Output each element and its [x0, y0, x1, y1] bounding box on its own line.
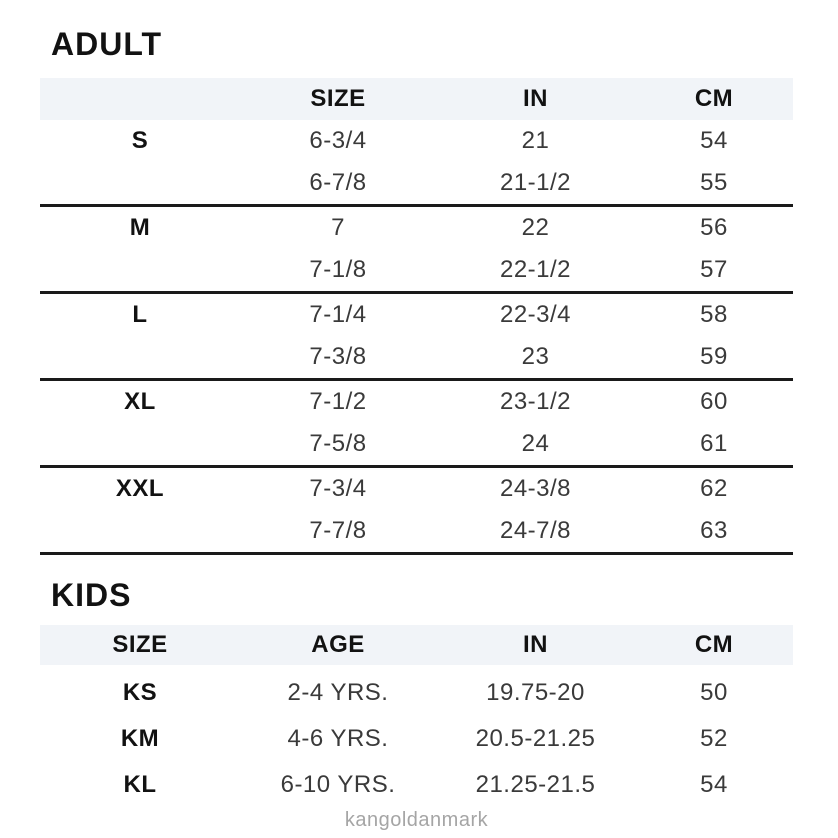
size-cell: 7-3/4 — [309, 475, 367, 502]
adult-size-group-xl — [40, 381, 793, 468]
cm-cell: 54 — [700, 127, 728, 154]
row-label: XL — [124, 388, 156, 415]
in-cell: 20.5-21.25 — [475, 725, 596, 752]
age-cell: 4-6 YRS. — [287, 725, 389, 752]
table-row — [40, 468, 793, 510]
table-row — [40, 423, 793, 465]
kids-header-in: IN — [523, 631, 548, 658]
cm-cell: 52 — [700, 725, 728, 752]
in-cell: 22 — [521, 214, 550, 241]
row-label: KM — [120, 725, 160, 752]
size-cell: 7-1/2 — [309, 388, 367, 415]
size-cell: 6-7/8 — [309, 169, 367, 196]
size-cell: 7-1/4 — [309, 301, 367, 328]
table-row — [40, 381, 793, 423]
in-cell: 24 — [521, 430, 550, 457]
adult-size-group-xxl — [40, 468, 793, 555]
age-cell: 6-10 YRS. — [280, 771, 396, 798]
adult-table-header-row — [40, 78, 793, 120]
table-row — [40, 716, 793, 762]
cm-cell: 60 — [700, 388, 728, 415]
cm-cell: 56 — [700, 214, 728, 241]
size-cell: 7 — [331, 214, 345, 241]
in-cell: 22-3/4 — [499, 301, 572, 328]
kids-size-table — [40, 625, 793, 808]
in-cell: 23 — [521, 343, 550, 370]
adult-header-cm: CM — [694, 85, 734, 112]
adult-size-group-l — [40, 294, 793, 381]
row-label: M — [129, 214, 151, 241]
table-row — [40, 120, 793, 162]
adult-size-table — [40, 78, 793, 555]
row-label: KS — [122, 679, 158, 706]
table-row — [40, 294, 793, 336]
in-cell: 21 — [521, 127, 550, 154]
in-cell: 24-3/8 — [499, 475, 572, 502]
adult-section-title: ADULT — [51, 26, 163, 62]
cm-cell: 62 — [700, 475, 728, 502]
adult-size-group-m — [40, 207, 793, 294]
kids-header-age: AGE — [311, 631, 365, 658]
cm-cell: 57 — [700, 256, 728, 283]
watermark-text: kangoldanmark — [344, 809, 489, 831]
cm-cell: 50 — [700, 679, 728, 706]
table-row — [40, 762, 793, 808]
cm-cell: 61 — [700, 430, 728, 457]
size-cell: 7-3/8 — [309, 343, 367, 370]
adult-header-size: SIZE — [310, 85, 366, 112]
size-cell: 7-1/8 — [309, 256, 367, 283]
cm-cell: 54 — [700, 771, 728, 798]
row-label: XXL — [115, 475, 165, 502]
age-cell: 2-4 YRS. — [287, 679, 389, 706]
in-cell: 22-1/2 — [499, 256, 572, 283]
table-row — [40, 249, 793, 291]
adult-header-in: IN — [523, 85, 548, 112]
kids-table-body — [40, 670, 793, 808]
cm-cell: 58 — [700, 301, 728, 328]
in-cell: 23-1/2 — [499, 388, 572, 415]
table-row — [40, 207, 793, 249]
row-label: KL — [123, 771, 157, 798]
row-label: L — [132, 301, 148, 328]
table-row — [40, 510, 793, 552]
size-cell: 6-3/4 — [309, 127, 367, 154]
in-cell: 19.75-20 — [486, 679, 585, 706]
table-row — [40, 162, 793, 204]
kids-table-header-row — [40, 625, 793, 665]
cm-cell: 59 — [700, 343, 728, 370]
size-cell: 7-7/8 — [309, 517, 367, 544]
in-cell: 21-1/2 — [499, 169, 572, 196]
kids-section-title: KIDS — [51, 577, 132, 613]
cm-cell: 63 — [700, 517, 728, 544]
table-row — [40, 670, 793, 716]
size-cell: 7-5/8 — [309, 430, 367, 457]
in-cell: 21.25-21.5 — [475, 771, 596, 798]
row-label: S — [131, 127, 149, 154]
cm-cell: 55 — [700, 169, 728, 196]
adult-size-group-s — [40, 120, 793, 207]
table-row — [40, 336, 793, 378]
kids-header-cm: CM — [694, 631, 734, 658]
in-cell: 24-7/8 — [499, 517, 572, 544]
kids-header-size: SIZE — [112, 631, 168, 658]
